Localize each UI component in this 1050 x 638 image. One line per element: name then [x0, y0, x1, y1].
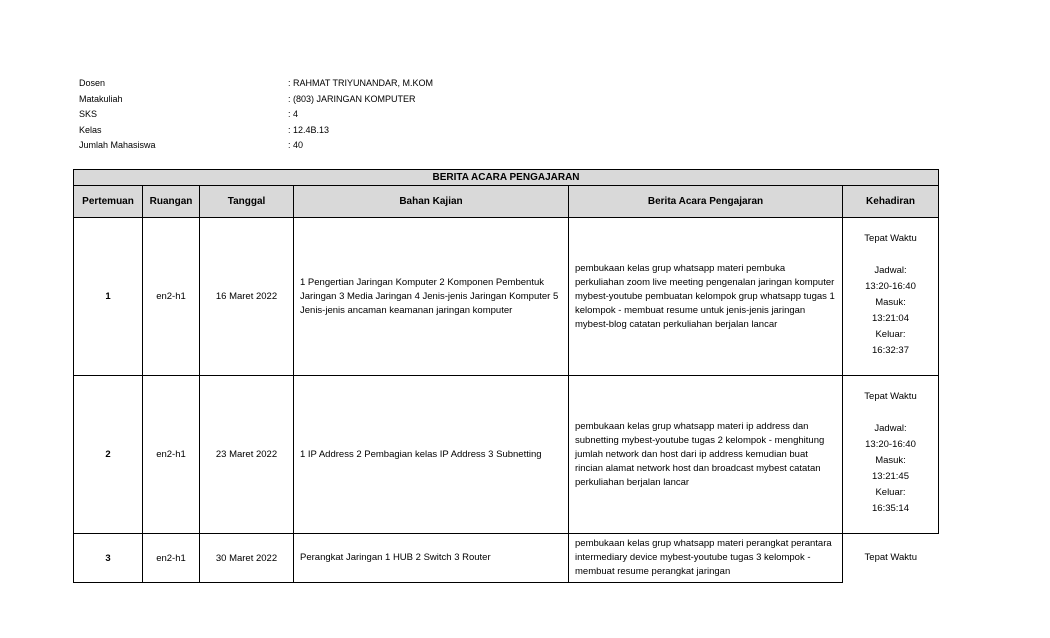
info-label: SKS — [79, 109, 98, 120]
cell-tanggal: 30 Maret 2022 — [200, 534, 294, 583]
table-row — [74, 376, 939, 534]
cell-pertemuan: 2 — [74, 376, 143, 534]
cell-bahan-kajian: Perangkat Jaringan 1 HUB 2 Switch 3 Router — [294, 534, 569, 583]
cell-ruangan: en2-h1 — [143, 218, 200, 376]
table-row — [74, 218, 939, 376]
info-row-sks — [79, 107, 433, 123]
kehadiran-status: Tepat Waktu — [864, 233, 917, 244]
kehadiran-spacer — [844, 405, 937, 421]
kehadiran-keluar-label: Keluar: — [875, 329, 906, 340]
cell-berita-acara: pembukaan kelas grup whatsapp materi perangkat perantara intermediary device mybest-youtube tugas 3 kelompok - membuat resume perangkat jaringan — [569, 534, 843, 583]
kehadiran-keluar-value: 16:32:37 — [872, 345, 909, 356]
cell-berita-acara: pembukaan kelas grup whatsapp materi ip address dan subnetting mybest-youtube tugas 2 kelompok - menghitung jumlah network dan host dari ip address kemudian buat rincian alamat network host dan broadcast mybest catatan perkuliahan berjalan lancar — [569, 376, 843, 534]
cell-bahan-kajian: 1 Pengertian Jaringan Komputer 2 Komponen Pembentuk Jaringan 3 Media Jaringan 4 Jenis-jenis Jaringan Komputer 5 Jenis-jenis ancaman keamanan jaringan komputer — [294, 218, 569, 376]
table-row — [74, 534, 939, 583]
course-info — [79, 76, 433, 154]
kehadiran-masuk-value: 13:21:04 — [872, 313, 909, 324]
cell-ruangan: en2-h1 — [143, 376, 200, 534]
kehadiran-spacer — [844, 247, 937, 263]
cell-pertemuan: 3 — [74, 534, 143, 583]
info-label: Kelas — [79, 124, 102, 135]
cell-bahan-kajian: 1 IP Address 2 Pembagian kelas IP Address 3 Subnetting — [294, 376, 569, 534]
info-value: : RAHMAT TRIYUNANDAR, M.KOM — [288, 78, 434, 88]
kehadiran-keluar-value: 16:35:14 — [872, 503, 909, 514]
cell-kehadiran — [843, 534, 939, 583]
kehadiran-masuk-value: 13:21:45 — [872, 471, 909, 482]
kehadiran-keluar-label: Keluar: — [875, 487, 906, 498]
header-berita-acara: Berita Acara Pengajaran — [569, 186, 843, 218]
berita-acara-table — [73, 169, 939, 583]
info-value: : 12.4B.13 — [288, 124, 330, 135]
cell-tanggal: 16 Maret 2022 — [200, 218, 294, 376]
cell-tanggal: 23 Maret 2022 — [200, 376, 294, 534]
header-tanggal: Tanggal — [200, 186, 294, 218]
header-pertemuan: Pertemuan — [74, 186, 143, 218]
info-label: Jumlah Mahasiswa — [79, 140, 156, 151]
cell-berita-acara: pembukaan kelas grup whatsapp materi pembuka perkuliahan zoom live meeting pengenalan jaringan komputer mybest-youtube pembuatan kelompok grup whatsapp tugas 1 kelompok - membuat resume untuk jenis-jenis jaringan mybest-blog catatan perkuliahan berjalan lancar — [569, 218, 843, 376]
info-value: : 4 — [288, 109, 299, 120]
header-kehadiran: Kehadiran — [843, 186, 939, 218]
kehadiran-jadwal-label: Jadwal: — [874, 423, 907, 434]
kehadiran-masuk-label: Masuk: — [875, 297, 906, 308]
kehadiran-jadwal-value: 13:20-16:40 — [865, 439, 916, 450]
info-row-matakuliah — [79, 92, 433, 108]
cell-ruangan: en2-h1 — [143, 534, 200, 583]
info-label: Dosen — [79, 78, 106, 88]
info-row-dosen — [79, 76, 433, 92]
info-row-jumlah-mahasiswa — [79, 138, 433, 154]
header-bahan-kajian: Bahan Kajian — [294, 186, 569, 218]
kehadiran-jadwal-value: 13:20-16:40 — [865, 281, 916, 292]
header-ruangan: Ruangan — [143, 186, 200, 218]
kehadiran-status: Tepat Waktu — [864, 551, 917, 563]
info-value: : 40 — [288, 140, 304, 151]
table-title: BERITA ACARA PENGAJARAN — [74, 170, 939, 186]
info-row-kelas — [79, 123, 433, 139]
kehadiran-status: Tepat Waktu — [864, 391, 917, 402]
kehadiran-masuk-label: Masuk: — [875, 455, 906, 466]
kehadiran-jadwal-label: Jadwal: — [874, 265, 907, 276]
cell-kehadiran — [843, 218, 939, 376]
info-value: : (803) JARINGAN KOMPUTER — [288, 93, 416, 104]
cell-kehadiran — [843, 376, 939, 534]
info-label: Matakuliah — [79, 93, 123, 104]
cell-pertemuan: 1 — [74, 218, 143, 376]
